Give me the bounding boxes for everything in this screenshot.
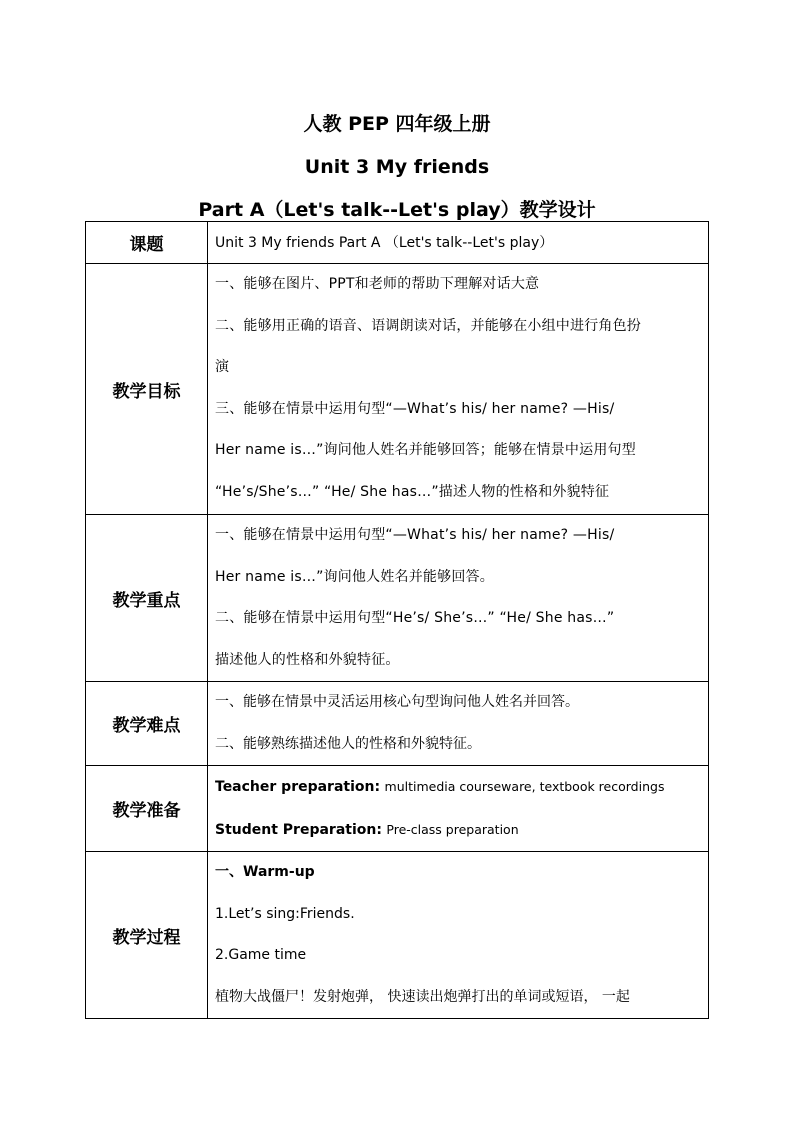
content-key-points: [208, 515, 709, 682]
label-key-points: 教学重点: [86, 515, 208, 682]
label-objectives: 教学目标: [86, 264, 208, 515]
content-difficulties: [208, 682, 709, 766]
process-line: 2.Game time: [215, 947, 307, 963]
row-difficulties: [86, 682, 709, 766]
content-objectives: [208, 264, 709, 515]
key-point-line: 二、能够在情景中运用句型“He’s/ She’s…” “He/ She has…”: [215, 610, 615, 626]
difficulty-line: 一、能够在情景中灵活运用核心句型询问他人姓名并回答。: [215, 694, 579, 710]
process-line: 1.Let’s sing:Friends.: [215, 905, 355, 922]
label-process: 教学过程: [86, 852, 208, 1019]
teacher-preparation-label: Teacher preparation:: [215, 779, 381, 795]
teacher-preparation-text: multimedia courseware, textbook recordings: [384, 779, 665, 794]
row-key-points: [86, 515, 709, 682]
topic-text: Unit 3 My friends Part A （Let's talk--Let's play）: [215, 234, 554, 251]
row-preparation: [86, 766, 709, 852]
title-line-grade: 人教 PEP 四年级上册: [303, 113, 491, 135]
title-line-unit: Unit 3 My friends: [304, 156, 490, 178]
key-point-line: 一、能够在情景中运用句型“—What’s his/ her name? —His/: [215, 527, 615, 543]
difficulty-line: 二、能够熟练描述他人的性格和外貌特征。: [215, 735, 481, 752]
document-title: [0, 103, 794, 232]
student-preparation: [215, 809, 702, 852]
label-preparation: 教学准备: [86, 766, 208, 852]
objective-line: Her name is…”询问他人姓名并能够回答；能够在情景中运用句型: [215, 442, 636, 458]
row-objectives: [86, 264, 709, 515]
student-preparation-label: Student Preparation:: [215, 821, 382, 838]
key-point-line: Her name is…”询问他人姓名并能够回答。: [215, 568, 494, 585]
objective-line: 三、能够在情景中运用句型“—What’s his/ her name? —His/: [215, 400, 615, 417]
content-topic: [208, 222, 709, 264]
objective-line: “He’s/She’s…” “He/ She has…”描述人物的性格和外貌特征: [215, 483, 610, 500]
objective-line: 二、能够用正确的语音、语调朗读对话，并能够在小组中进行角色扮: [215, 317, 641, 334]
objective-line: 演: [215, 359, 230, 375]
student-preparation-text: Pre-class preparation: [386, 821, 519, 837]
process-line: 植物大战僵尸！发射炮弹， 快速读出炮弹打出的单词或短语， 一起: [215, 988, 630, 1005]
content-preparation: [208, 766, 709, 852]
label-difficulties: 教学难点: [86, 682, 208, 766]
row-process: [86, 852, 709, 1019]
row-topic: [86, 222, 709, 264]
title-line-part: Part A（Let's talk--Let's play）教学设计: [198, 199, 596, 221]
teacher-preparation: [215, 766, 702, 809]
process-heading: 一、Warm-up: [215, 864, 315, 880]
objective-line: 一、能够在图片、PPT和老师的帮助下理解对话大意: [215, 276, 540, 292]
key-point-line: 描述他人的性格和外貌特征。: [215, 651, 400, 668]
content-process: [208, 852, 709, 1019]
label-topic: 课题: [86, 222, 208, 264]
lesson-plan-table: [85, 221, 709, 1019]
